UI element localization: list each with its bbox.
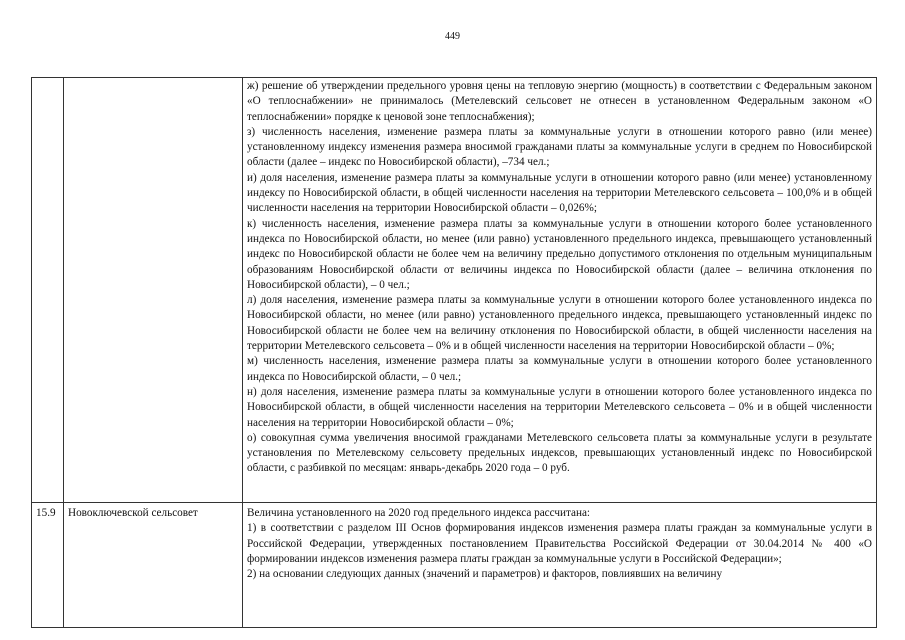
paragraph: м) численность населения, изменение размера платы за коммунальные услуги в отношении которого более установленного индекса по Новосибирской области, – 0 чел.; bbox=[247, 355, 872, 383]
table-row bbox=[32, 78, 877, 503]
municipality-name-cell: Новоключевской сельсовет bbox=[64, 503, 243, 628]
description-cell bbox=[243, 78, 877, 503]
paragraph: л) доля населения, изменение размера платы за коммунальные услуги в отношении которого более установленного индекса по Новосибирской области, но менее (или равно) установленного предельного индекса, превышающего установленный индекс по Новосибирской области не более чем на величину отклонения по Новосибирской области, в общей численности населения на территории Метелевского сельсовета – 0% и в общей численности населения на территории Новосибирской области – 0%; bbox=[247, 294, 872, 353]
paragraph: и) доля населения, изменение размера платы за коммунальные услуги в отношении которого равно (или менее) установленному индексу по Новосибирской области, в общей численности населения на территории Метелевского сельсовета – 100,0% и в общей численности населения на территории Новосибирской области – 0,026%; bbox=[247, 171, 872, 215]
paragraph: Величина установленного на 2020 год предельного индекса рассчитана: bbox=[247, 507, 591, 519]
paragraph: ж) решение об утверждении предельного уровня цены на тепловую энергию (мощность) в соответствии с Федеральным законом «О теплоснабжении» не принималось (Метелевский сельсовет не отнесен в установленном Федеральным законом «О теплоснабжении» порядке к ценовой зоне теплоснабжения); bbox=[247, 80, 872, 123]
row-number-cell: 15.9 bbox=[32, 503, 64, 628]
municipality-name-cell bbox=[64, 78, 243, 503]
paragraph: о) совокупная сумма увеличения вносимой гражданами Метелевского сельсовета платы за коммунальные услуги в результате установления по Метелевскому сельсовету предельных индексов, превышающих установленный индекс по Новосибирской области, с разбивкой по месяцам: январь-декабрь 2020 года – 0 руб. bbox=[247, 431, 872, 475]
table-row bbox=[32, 503, 877, 628]
description-cell bbox=[243, 503, 877, 628]
paragraph: 1) в соответствии с разделом III Основ формирования индексов изменения размера платы граждан за коммунальные услуги в Российской Федерации, утвержденных постановлением Правительства Российской Федерации от 30.04.2014 № 400 «О формировании индексов изменения размера платы граждан за коммунальные услуги в Российской Федерации»; bbox=[247, 522, 872, 565]
paragraph: к) численность населения, изменение размера платы за коммунальные услуги в отношении которого более установленного индекса по Новосибирской области, но менее (или равно) установленного предельного индекса, превышающего установленный индекс по Новосибирской области не более чем на величину предельно допустимого отклонения по отдельным муниципальным образованиям Новосибирской области от величины индекса по Новосибирской области (далее – величина отклонения по Новосибирской области), – 0 чел.; bbox=[247, 217, 872, 291]
paragraph: 2) на основании следующих данных (значений и параметров) и факторов, повлиявших на величину bbox=[247, 568, 723, 581]
page-number: 449 bbox=[445, 31, 460, 42]
document-table bbox=[31, 77, 877, 628]
paragraph: з) численность населения, изменение размера платы за коммунальные услуги в отношении которого равно (или менее) установленному индексу изменения размера вносимой гражданами платы за коммунальные услуги в среднем по Новосибирской области (далее – индекс по Новосибирской области), –734 чел.; bbox=[247, 125, 872, 169]
paragraph: н) доля населения, изменение размера платы за коммунальные услуги в отношении которого более установленного индекса по Новосибирской области, в общей численности населения на территории Метелевского сельсовета – 0% и в общей численности населения на территории Новосибирской области – 0%; bbox=[247, 385, 872, 429]
row-number-cell bbox=[32, 78, 64, 503]
